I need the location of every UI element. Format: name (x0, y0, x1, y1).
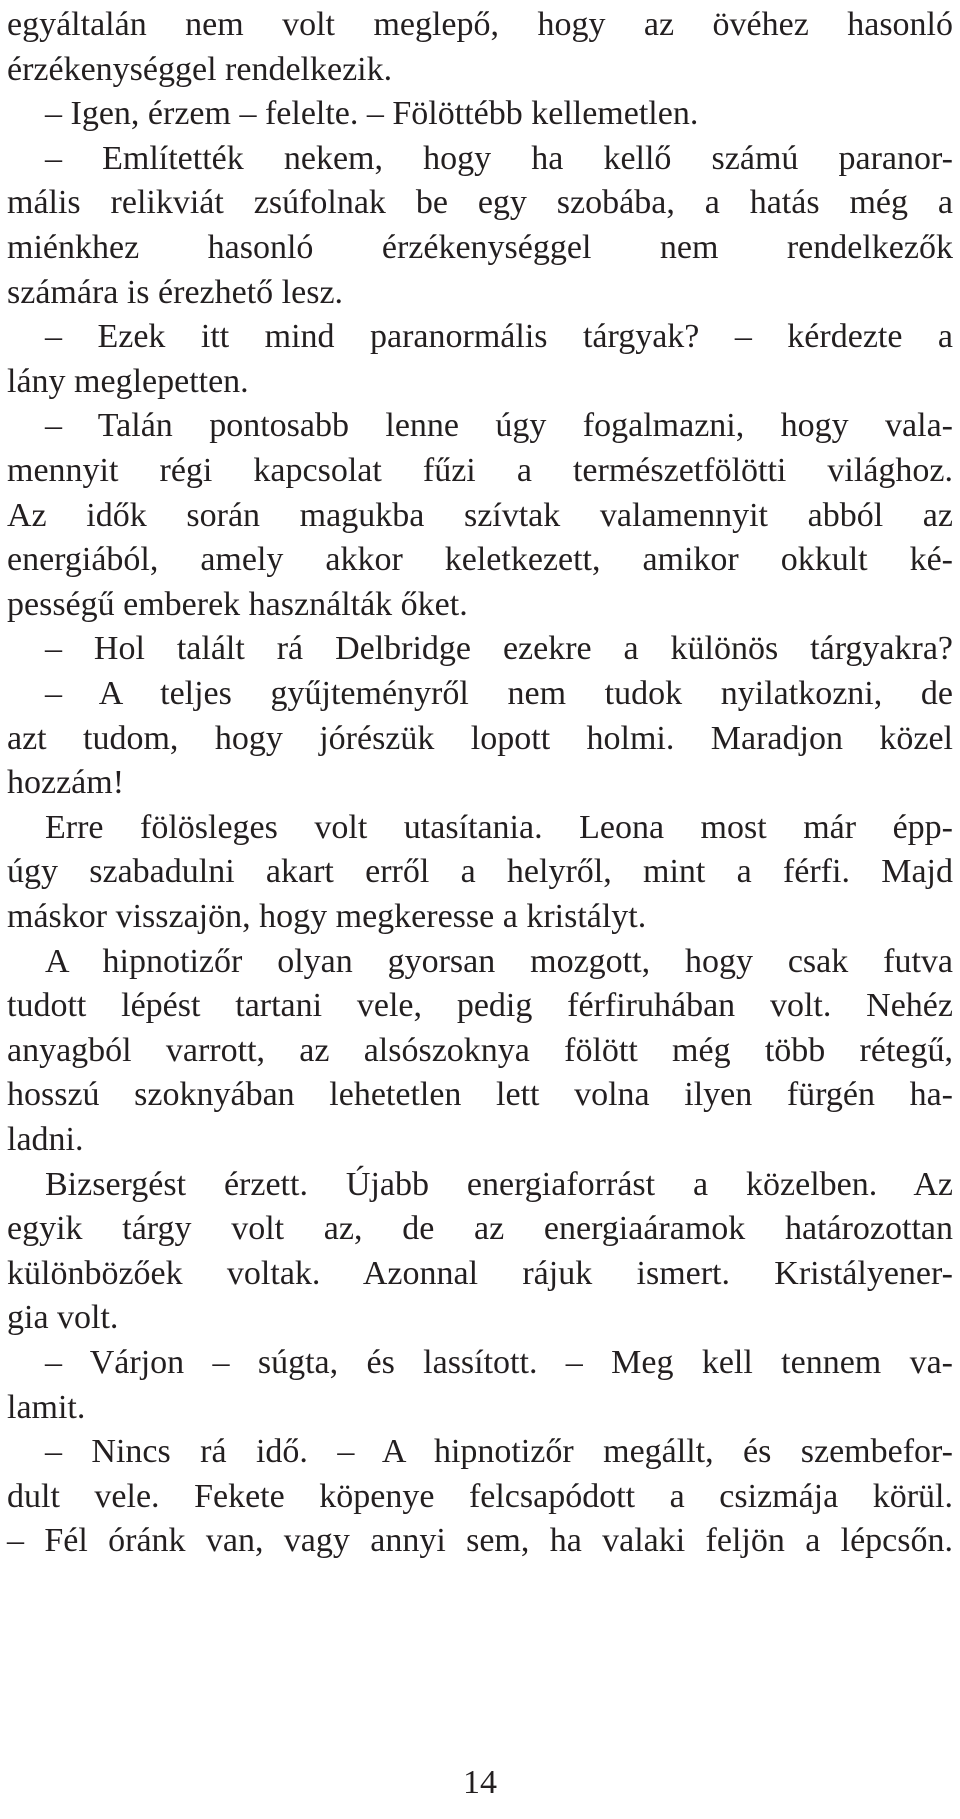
text-line: miénkhez hasonló érzékenységgel nem rendelkezők (7, 229, 953, 266)
text-line: anyagból varrott, az alsószoknya fölött még több rétegű, (7, 1031, 953, 1069)
text-line: – A teljes gyűjteményről nem tudok nyilatkozni, de (45, 675, 953, 712)
text-line: pességű emberek használták őket. (7, 585, 468, 623)
text-line: Az idők során magukba szívtak valamennyit abból az (7, 496, 953, 534)
text-line: különbözőek voltak. Azonnal rájuk ismert. Kristályener- (7, 1254, 953, 1292)
text-line: egyik tárgy volt az, de az energiaáramok határozottan (7, 1210, 953, 1248)
text-line: – Hol talált rá Delbridge ezekre a különös tárgyakra? (45, 630, 953, 668)
text-line: érzékenységgel rendelkezik. (7, 50, 393, 88)
text-line: lány meglepetten. (7, 362, 249, 400)
text-line: ladni. (7, 1121, 84, 1158)
text-line: egyáltalán nem volt meglepő, hogy az övéhez hasonló (7, 6, 953, 43)
text-line: energiából, amely akkor keletkezett, amikor okkult ké- (7, 541, 953, 579)
text-line: mennyit régi kapcsolat fűzi a természetfölötti világhoz. (7, 452, 953, 489)
text-line: – Nincs rá idő. – A hipnotizőr megállt, és szembefor- (45, 1433, 953, 1471)
text-line: – Igen, érzem – felelte. – Fölöttébb kellemetlen. (45, 95, 699, 133)
text-line: számára is érezhető lesz. (7, 273, 344, 311)
text-line: gia volt. (7, 1299, 119, 1337)
page-number: 14 (463, 1764, 497, 1801)
text-line: – Talán pontosabb lenne úgy fogalmazni, hogy vala- (45, 407, 953, 445)
text-line: – Említették nekem, hogy ha kellő számú paranor- (45, 139, 953, 177)
text-line: hosszú szoknyában lehetetlen lett volna ilyen fürgén ha- (7, 1076, 953, 1114)
text-line: úgy szabadulni akart erről a helyről, mint a férfi. Majd (7, 853, 953, 891)
text-line: – Ezek itt mind paranormális tárgyak? – kérdezte a (45, 318, 953, 356)
text-line: tudott lépést tartani vele, pedig férfiruhában volt. Nehéz (7, 987, 953, 1025)
text-line: – Várjon – súgta, és lassított. – Meg kell tennem va- (45, 1344, 953, 1381)
text-line: dult vele. Fekete köpenye felcsapódott a csizmája körül. (7, 1477, 953, 1515)
text-line: azt tudom, hogy jórészük lopott holmi. Maradjon közel (7, 719, 953, 757)
text-line: – Fél óránk van, vagy annyi sem, ha valaki feljön a lépcsőn. (7, 1522, 953, 1560)
text-line: máskor visszajön, hogy megkeresse a kristályt. (7, 898, 647, 935)
text-line: Bizsergést érzett. Újabb energiaforrást a közelben. Az (45, 1165, 953, 1203)
text-line: mális relikviát zsúfolnak be egy szobába, a hatás még a (7, 184, 953, 222)
text-line: Erre fölösleges volt utasítania. Leona most már épp- (45, 808, 953, 846)
text-line: A hipnotizőr olyan gyorsan mozgott, hogy csak futva (45, 942, 953, 980)
text-line: lamit. (7, 1388, 86, 1426)
text-line: hozzám! (7, 764, 125, 802)
